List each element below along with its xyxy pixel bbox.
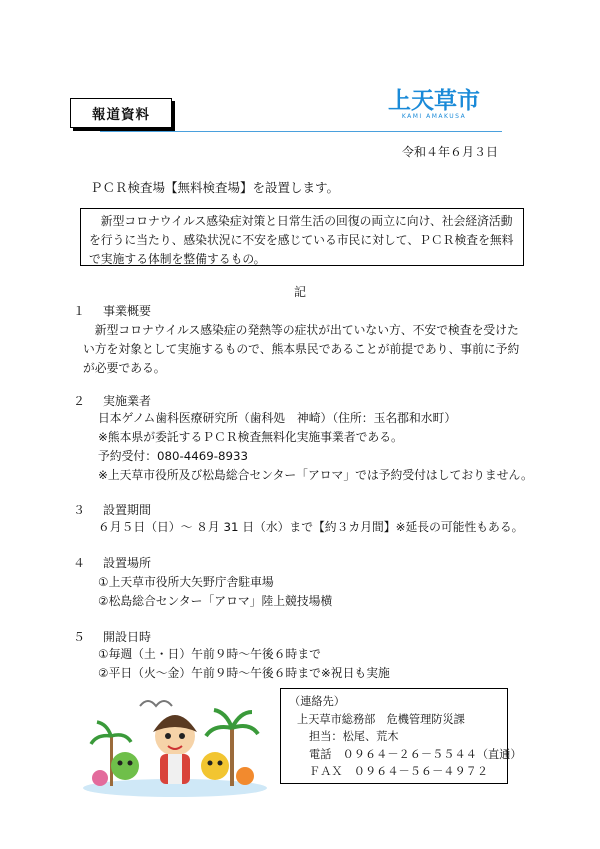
section-2-line-4: ※上天草市役所及び松島総合センター「アロマ」では予約受付はしておりません。 — [98, 468, 533, 482]
summary-text: 新型コロナウイルス感染症対策と日常生活の回復の両立に向け、社会経済活動を行うに当たり、感染状況に不安を感じている市民に対して、ＰＣＲ検査を無料で実施する体制を整備するもの。 — [89, 214, 514, 266]
section-5-title: 開設日時 — [103, 630, 152, 644]
release-date: 令和４年６月３日 — [401, 145, 498, 159]
section-5-line-2: ②平日（火～金）午前９時～午後６時まで※祝日も実施 — [98, 666, 390, 680]
city-logo-graphic — [372, 84, 497, 120]
section-1-heading — [73, 302, 151, 319]
city-logo — [372, 84, 497, 120]
summary-box — [80, 208, 524, 266]
mascot-illustration — [80, 688, 270, 798]
section-3-number: ３ — [73, 503, 86, 517]
ki-marker: 記 — [293, 285, 306, 299]
section-1-title: 事業概要 — [103, 304, 152, 318]
press-release-label: 報道資料 — [70, 98, 172, 128]
section-3-line-1: ６月５日（日）～ ８月 31 日（水）まで【約３カ月間】※延長の可能性もある。 — [98, 520, 524, 534]
section-4-heading — [73, 554, 151, 571]
section-4-number: ４ — [73, 556, 86, 570]
logo-main-text: 上天草市 — [388, 88, 480, 114]
section-2-line-2: ※熊本県が委託するＰＣＲ検査無料化実施事業者である。 — [98, 430, 403, 444]
section-4-title: 設置場所 — [103, 556, 152, 570]
mascot-graphic — [80, 688, 270, 798]
section-2-line-3: 予約受付：080-4469-8933 — [98, 449, 249, 463]
contact-department: 上天草市総務部 危機管理防災課 — [297, 712, 465, 726]
section-3-heading — [73, 501, 151, 518]
contact-phone: 電話 ０９６４－２６－５５４４（直通） — [309, 747, 522, 761]
section-2-heading — [73, 392, 151, 409]
contact-label: （連絡先） — [289, 695, 345, 708]
section-1-number: １ — [73, 304, 86, 318]
headline: ＰＣＲ検査場【無料検査場】を設置します。 — [90, 180, 340, 195]
section-1-paragraph: 新型コロナウイルス感染症の発熱等の症状が出ていない方、不安で検査を受けたい方を対象として実施するもので、熊本県民であることが前提であり、事前に予約が必要である。 — [83, 323, 520, 375]
section-1-body — [83, 321, 523, 378]
section-5-number: ５ — [73, 630, 86, 644]
section-5-heading — [73, 628, 151, 645]
section-5-line-1: ①毎週（土・日）午前９時～午後６時まで — [98, 647, 321, 661]
logo-sub-text: KAMI AMAKUSA — [401, 113, 467, 120]
header-rule — [100, 131, 502, 132]
section-4-line-2: ②松島総合センター「アロマ」陸上競技場横 — [98, 594, 333, 608]
contact-fax: ＦＡＸ ０９６４－５６－４９７２ — [309, 765, 489, 778]
section-2-title: 実施業者 — [103, 394, 152, 408]
section-3-title: 設置期間 — [103, 503, 152, 517]
contact-box — [280, 688, 522, 784]
contact-person: 担当：松尾、荒木 — [309, 730, 399, 743]
section-2-number: ２ — [73, 394, 86, 408]
section-2-line-1: 日本ゲノム歯科医療研究所（歯科処 神崎）（住所：玉名郡和水町） — [98, 411, 457, 425]
section-4-line-1: ①上天草市役所大矢野庁舎駐車場 — [98, 575, 274, 589]
